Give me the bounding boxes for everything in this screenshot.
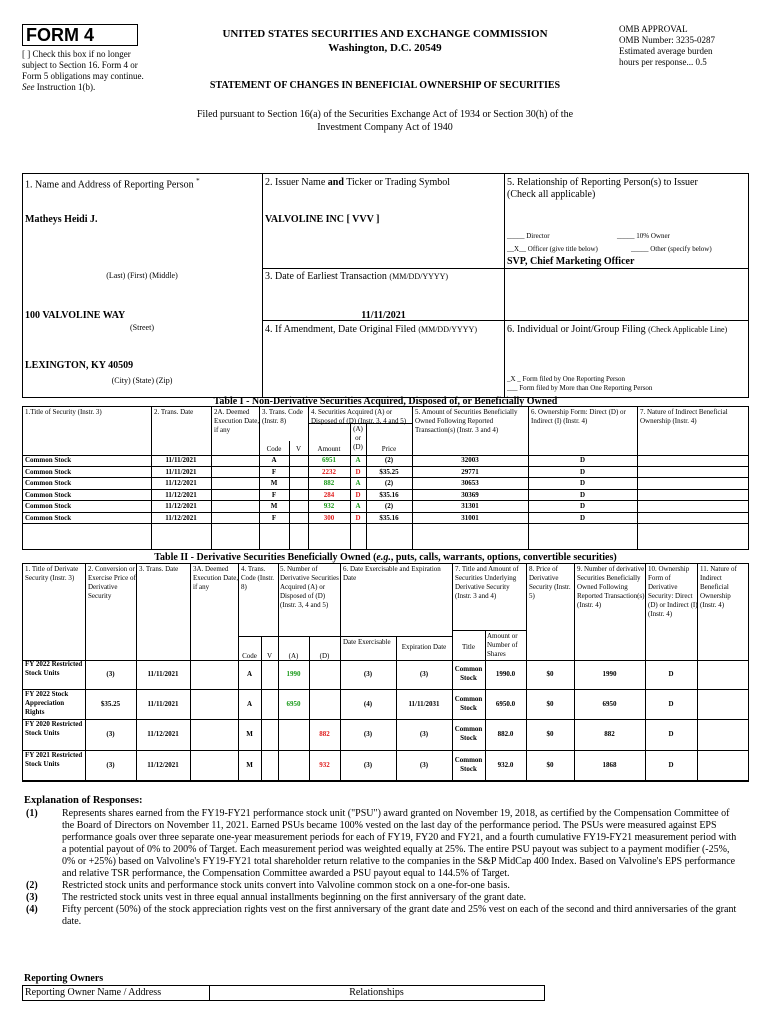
- check-box-instr: Instruction 1(b).: [36, 82, 96, 92]
- explanation-heading: Explanation of Responses:: [24, 795, 143, 806]
- t2-sub-title: Title: [462, 643, 475, 651]
- t2-h7: 7. Title and Amount of Securities Underlying Derivative Security (Instr. 3 and 4): [455, 565, 519, 600]
- t2-sub-date-ex: Date Exercisable: [343, 638, 391, 646]
- t2-cell-d: 882: [319, 730, 330, 739]
- t2-cell-uamt: 6950.0: [495, 700, 516, 709]
- box1-star: *: [196, 177, 200, 185]
- t1-sub-code: Code: [266, 445, 282, 453]
- explanation-list: [24, 808, 749, 928]
- explanation-num: (3): [26, 892, 38, 903]
- t2-h3a: 3A. Deemed Execution Date, if any: [193, 565, 239, 591]
- explanation-text: Fifty percent (50%) of the stock appreciation rights vest on the first anniversary of the grant date and 25% vest on each of the second and third anniversaries of the grant date.: [62, 904, 737, 927]
- t2-cell-form: D: [668, 730, 674, 739]
- explanation-text: Represents shares earned from the FY19-FY21 performance stock unit ("PSU") award granted on November 19, 2018, as certified by the Compensation Committee of the Board of Directors on November 11, 2021. Earned PSUs became 100% vested on the last day of the performance period. The PSUs were measured against EPS performance goals over three separate one-year measurement periods for each of FY19, FY20 and FY21, and a fourth cumulative FY19-FY21 measurement period with a potential payout of 0% to 200% of Target. Each measurement period was weighted equally at 25%. The entire PSU payout was subject to a payment modifier (-25%, 0% or +25%) based on Valvoline's FY19-FY21 total shareholder return relative to the companies in the S&P MidCap 400 Index. Based on Valvoline's EPS performance and relative TSR performance, the Compensation Committee awarded a PSU payout equal to 144.5% of Target.: [62, 808, 737, 879]
- t1-cell-code: F: [271, 490, 277, 499]
- t2-cell-code: A: [246, 700, 253, 709]
- owners-col2: Relationships: [349, 987, 404, 998]
- omb-hours: hours per response... 0.5: [619, 57, 707, 67]
- t2-cell-a: 1990: [286, 670, 301, 678]
- t2-cell-code: M: [246, 760, 253, 769]
- t2-sub-amt: Amount or Number of Shares: [487, 632, 518, 658]
- form-title: [22, 24, 138, 46]
- t2-cell-date: 11/12/2021: [147, 760, 179, 769]
- t1-cell-code: A: [271, 456, 277, 464]
- box3-label-text: 3. Date of Earliest Transaction: [265, 271, 387, 282]
- t1-cell-amount: 932: [323, 502, 335, 510]
- t2-cell-title: FY 2022 Restricted Stock Units: [25, 660, 83, 677]
- t1-cell-ad: A: [355, 456, 361, 464]
- t2-cell-utitle: Common Stock: [454, 665, 483, 682]
- t1-cell-title: Common Stock: [25, 456, 72, 464]
- table2: [22, 563, 749, 782]
- t2-h10: 10. Ownership Form of Derivative Security: Direct (D) or Indirect (I) (Instr. 4): [648, 565, 698, 618]
- t2-cell-price: $0: [546, 670, 554, 678]
- t2-cell-conv: (3): [106, 730, 115, 739]
- table-row: [23, 455, 748, 467]
- t2-cell-date: 11/11/2021: [147, 670, 179, 678]
- t2-cell-code: M: [246, 730, 253, 739]
- table2-title-eg: e.g.: [376, 552, 391, 563]
- filed-pursuant-line2: Investment Company Act of 1940: [317, 122, 453, 133]
- table-row: [23, 467, 748, 479]
- table1: [22, 406, 749, 550]
- relationship-director: _____ Director: [507, 232, 550, 240]
- table1-title: Table I - Non-Derivative Securities Acquired, Disposed of, or Beneficially Owned: [213, 396, 558, 407]
- explanation-item: [24, 808, 749, 880]
- t2-h2: 2. Conversion or Exercise Price of Derivative Security: [88, 565, 136, 600]
- t2-cell-d: 932: [319, 760, 330, 769]
- t1-cell-ad: D: [355, 513, 361, 522]
- t1-h4: 4. Securities Acquired (A) or Disposed of (D) (Instr. 3, 4 and 5): [311, 408, 407, 425]
- box2-label-and: and: [327, 177, 344, 188]
- t1-cell-price: $35.16: [379, 513, 399, 522]
- t2-cell-owned: 1990: [602, 670, 617, 678]
- t2-sub-exp: Expiration Date: [401, 643, 447, 651]
- t2-cell-date: 11/12/2021: [147, 730, 179, 739]
- table-row: [23, 478, 748, 490]
- t2-cell-owned: 882: [604, 730, 615, 739]
- t2-cell-uamt: 1990.0: [495, 670, 516, 678]
- t2-cell-uamt: 932.0: [497, 760, 514, 769]
- table-row: [23, 720, 748, 750]
- t1-cell-price: (2): [384, 479, 394, 487]
- t1-cell-code: F: [271, 467, 277, 476]
- t2-h8: 8. Price of Derivative Security (Instr. 5): [529, 565, 571, 600]
- t1-h2a: 2A. Deemed Execution Date, if any: [214, 408, 260, 434]
- t2-cell-title: FY 2022 Stock Appreciation Rights: [25, 690, 69, 717]
- relationship-other: _____ Other (specify below): [631, 245, 712, 253]
- box6-label-text: 6. Individual or Joint/Group Filing: [507, 324, 646, 335]
- t1-cell-date: 11/11/2021: [165, 467, 197, 476]
- t2-cell-owned: 6950: [602, 700, 617, 709]
- t1-cell-price: (2): [384, 456, 394, 464]
- t1-cell-form: D: [579, 513, 586, 522]
- t1-cell-date: 11/12/2021: [165, 490, 197, 499]
- agency-city: Washington, D.C. 20549: [328, 42, 442, 54]
- explanation-item: [24, 892, 749, 904]
- t1-cell-form: D: [579, 467, 586, 476]
- explanation-text: The restricted stock units vest in three equal annual installments beginning on the first anniversary of the grant date.: [62, 892, 527, 903]
- box5-label: [507, 177, 747, 201]
- t2-sub-v: V: [266, 652, 273, 660]
- t1-cell-owned: 30369: [461, 490, 479, 499]
- owners-heading: Reporting Owners: [24, 973, 104, 984]
- t1-h3: 3. Trans. Code (Instr. 8): [262, 408, 303, 425]
- filing-one-person: _X _ Form filed by One Reporting Person: [507, 375, 626, 383]
- t2-h5: 5. Number of Derivative Securities Acquired (A) or Disposed of (D) (Instr. 3, 4 and 5): [280, 565, 339, 609]
- relationship-officer: __X__ Officer (give title below): [507, 245, 598, 253]
- reporting-person-name: Matheys Heidi J.: [25, 214, 98, 225]
- filing-more-person: ___ Form filed by More than One Reporting Person: [507, 384, 653, 392]
- t1-cell-amount: 2232: [322, 467, 336, 476]
- owners-col1: Reporting Owner Name / Address: [25, 987, 162, 998]
- t2-cell-utitle: Common Stock: [454, 695, 483, 713]
- form-title-text: FORM 4: [26, 25, 95, 45]
- t1-cell-form: D: [579, 490, 586, 499]
- t1-cell-owned: 30653: [461, 479, 479, 487]
- t1-cell-ad: A: [355, 479, 361, 487]
- t2-cell-form: D: [668, 760, 674, 769]
- t2-cell-form: D: [668, 670, 674, 678]
- t2-cell-title: FY 2020 Restricted Stock Units: [25, 720, 83, 738]
- t2-cell-exp: (3): [419, 670, 429, 678]
- t2-sub-a: (A): [288, 652, 299, 660]
- t1-cell-amount: 882: [323, 479, 335, 487]
- t1-cell-owned: 32003: [461, 456, 479, 464]
- t1-h2: 2. Trans. Date: [154, 408, 194, 416]
- omb-box: [619, 24, 749, 68]
- explanation-text: Restricted stock units and performance stock units convert into Valvoline common stock on a one-for-one basis.: [62, 880, 510, 891]
- table-row: [23, 751, 748, 781]
- t2-cell-exp: (3): [419, 730, 429, 739]
- t1-cell-date: 11/12/2021: [165, 502, 197, 510]
- t2-cell-uamt: 882.0: [497, 730, 514, 739]
- t1-cell-price: $35.16: [379, 490, 399, 499]
- t1-cell-title: Common Stock: [25, 513, 72, 522]
- t1-cell-ad: A: [355, 502, 361, 510]
- t2-cell-conv: (3): [106, 670, 115, 678]
- t2-cell-price: $0: [546, 700, 554, 709]
- t1-cell-owned: 31001: [461, 513, 479, 522]
- t1-cell-amount: 284: [323, 490, 335, 499]
- omb-approval: OMB APPROVAL: [619, 24, 688, 34]
- box3-format: (MM/DD/YYYY): [389, 272, 449, 281]
- t1-cell-code: M: [270, 479, 278, 487]
- relationship-ten-pct: _____ 10% Owner: [617, 232, 670, 240]
- t1-cell-price: $35.25: [379, 467, 399, 476]
- t1-cell-amount: 6951: [322, 456, 336, 464]
- box1-label-text: 1. Name and Address of Reporting Person: [25, 179, 194, 191]
- t2-cell-utitle: Common Stock: [454, 755, 483, 773]
- explanation-num: (1): [26, 808, 38, 819]
- box2-label: [265, 177, 450, 189]
- table2-title-rest: , puts, calls, warrants, options, convertible securities): [390, 552, 617, 563]
- check-box-see: See: [22, 82, 35, 92]
- omb-burden: Estimated average burden: [619, 46, 713, 56]
- t1-cell-title: Common Stock: [25, 479, 72, 487]
- t1-cell-date: 11/11/2021: [165, 456, 197, 464]
- t1-cell-code: M: [270, 502, 278, 510]
- t1-cell-date: 11/12/2021: [165, 479, 197, 487]
- t2-sub-code: Code: [242, 652, 257, 660]
- t1-sub-amount: Amount: [317, 445, 341, 453]
- t1-cell-title: Common Stock: [25, 490, 72, 499]
- t1-cell-title: Common Stock: [25, 467, 72, 476]
- reporting-person-city: LEXINGTON, KY 40509: [25, 360, 134, 371]
- box2-label-b: Ticker or Trading Symbol: [346, 177, 451, 188]
- explanation-item: [24, 880, 749, 892]
- t2-cell-date: 11/11/2021: [147, 700, 179, 709]
- box6-label: [507, 324, 747, 336]
- agency-name: UNITED STATES SECURITIES AND EXCHANGE COMMISSION: [222, 28, 548, 40]
- t2-cell-dex: (3): [363, 670, 373, 678]
- t2-cell-utitle: Common Stock: [454, 725, 483, 743]
- box1-label: [25, 177, 200, 191]
- box5-label-line2: (Check all applicable): [507, 189, 596, 200]
- t1-cell-ad: D: [355, 467, 361, 476]
- t2-cell-conv: $35.25: [100, 700, 121, 709]
- t2-cell-price: $0: [546, 760, 554, 769]
- t2-h3: 3. Trans. Date: [139, 565, 179, 573]
- t2-cell-dex: (4): [363, 700, 373, 709]
- t2-sub-d: (D): [319, 652, 330, 660]
- t1-cell-owned: 31301: [461, 502, 479, 510]
- t2-h11: 11. Nature of Indirect Beneficial Ownership (Instr. 4): [700, 565, 737, 609]
- t1-h5: 5. Amount of Securities Beneficially Owned Following Reported Transaction(s) (Instr. 3 and 4): [415, 408, 518, 434]
- issuer-name: VALVOLINE INC [ VVV ]: [265, 214, 380, 225]
- table-row: [23, 660, 748, 690]
- t2-cell-title: FY 2021 Restricted Stock Units: [25, 750, 83, 768]
- filed-pursuant: [100, 108, 670, 134]
- table-row: [23, 513, 748, 525]
- t2-cell-exp: 11/11/2031: [408, 700, 440, 709]
- t2-cell-dex: (3): [363, 730, 373, 739]
- t1-cell-form: D: [579, 456, 586, 464]
- t2-h6: 6. Date Exercisable and Expiration Date: [343, 565, 441, 582]
- box3-label: [265, 271, 448, 283]
- t1-sub-aord: (A) or (D): [353, 425, 363, 451]
- box4-label-text: 4. If Amendment, Date Original Filed: [265, 324, 416, 335]
- t1-sub-v: V: [295, 445, 302, 453]
- t1-cell-title: Common Stock: [25, 502, 72, 510]
- t1-cell-amount: 300: [323, 513, 335, 522]
- check-box-text: [ ] Check this box if no longer subject to Section 16. Form 4 or Form 5 obligations may continue.: [22, 49, 144, 81]
- t2-cell-owned: 1868: [602, 760, 617, 769]
- box6-note: (Check Applicable Line): [648, 325, 728, 334]
- statement-title: STATEMENT OF CHANGES IN BENEFICIAL OWNERSHIP OF SECURITIES: [209, 80, 561, 91]
- box2-label-a: 2. Issuer Name: [265, 177, 326, 188]
- t1-h1: 1.Title of Security (Instr. 3): [25, 408, 102, 416]
- t2-h9: 9. Number of derivative Securities Beneficially Owned Following Reported Transaction(s) (Instr. 4): [577, 565, 645, 609]
- explanation-item: [24, 904, 749, 928]
- t2-cell-form: D: [668, 700, 674, 709]
- table-row: [23, 690, 748, 720]
- t2-cell-dex: (3): [363, 760, 373, 769]
- table-row: [23, 501, 748, 513]
- t1-h7: 7. Nature of Indirect Beneficial Ownership (Instr. 4): [640, 408, 728, 425]
- t2-cell-a: 6950: [286, 700, 301, 709]
- t1-cell-form: D: [579, 479, 586, 487]
- check-box-notice[interactable]: [22, 49, 152, 93]
- t1-cell-price: (2): [384, 502, 394, 510]
- table2-title-a: Table II - Derivative Securities Beneficially Owned (: [154, 552, 377, 563]
- t2-cell-exp: (3): [419, 760, 429, 769]
- t2-h1: 1. Title of Derivate Security (Instr. 3): [25, 565, 79, 582]
- t2-h4: 4. Trans. Code (Instr. 8): [241, 565, 275, 591]
- table-row: [23, 490, 748, 502]
- filed-pursuant-line1: Filed pursuant to Section 16(a) of the Securities Exchange Act of 1934 or Section 30(h) of the: [196, 109, 574, 120]
- t1-cell-date: 11/12/2021: [165, 513, 197, 522]
- t1-cell-form: D: [579, 502, 586, 510]
- earliest-transaction-date: 11/11/2021: [361, 310, 406, 321]
- box4-label: [265, 324, 477, 336]
- t1-sub-price: Price: [381, 445, 397, 453]
- t1-cell-owned: 29771: [461, 467, 479, 476]
- t1-cell-code: F: [271, 513, 277, 522]
- omb-number: OMB Number: 3235-0287: [619, 35, 715, 45]
- officer-title: SVP, Chief Marketing Officer: [507, 256, 635, 267]
- t2-cell-code: A: [246, 670, 253, 678]
- explanation-num: (2): [26, 880, 38, 891]
- t1-cell-ad: D: [355, 490, 361, 499]
- t2-cell-price: $0: [546, 730, 554, 739]
- box4-format: (MM/DD/YYYY): [418, 325, 477, 334]
- t2-cell-conv: (3): [106, 760, 115, 769]
- name-caption: (Last) (First) (Middle): [106, 271, 178, 280]
- t1-h6: 6. Ownership Form: Direct (D) or Indirect (I) (Instr. 4): [531, 408, 626, 425]
- city-caption: (City) (State) (Zip): [111, 376, 173, 385]
- reporting-person-street: 100 VALVOLINE WAY: [25, 310, 126, 321]
- box5-label-line1: 5. Relationship of Reporting Person(s) to Issuer: [507, 177, 698, 188]
- explanation-num: (4): [26, 904, 38, 915]
- owners-table-header: [22, 985, 545, 1001]
- street-caption: (Street): [130, 323, 154, 332]
